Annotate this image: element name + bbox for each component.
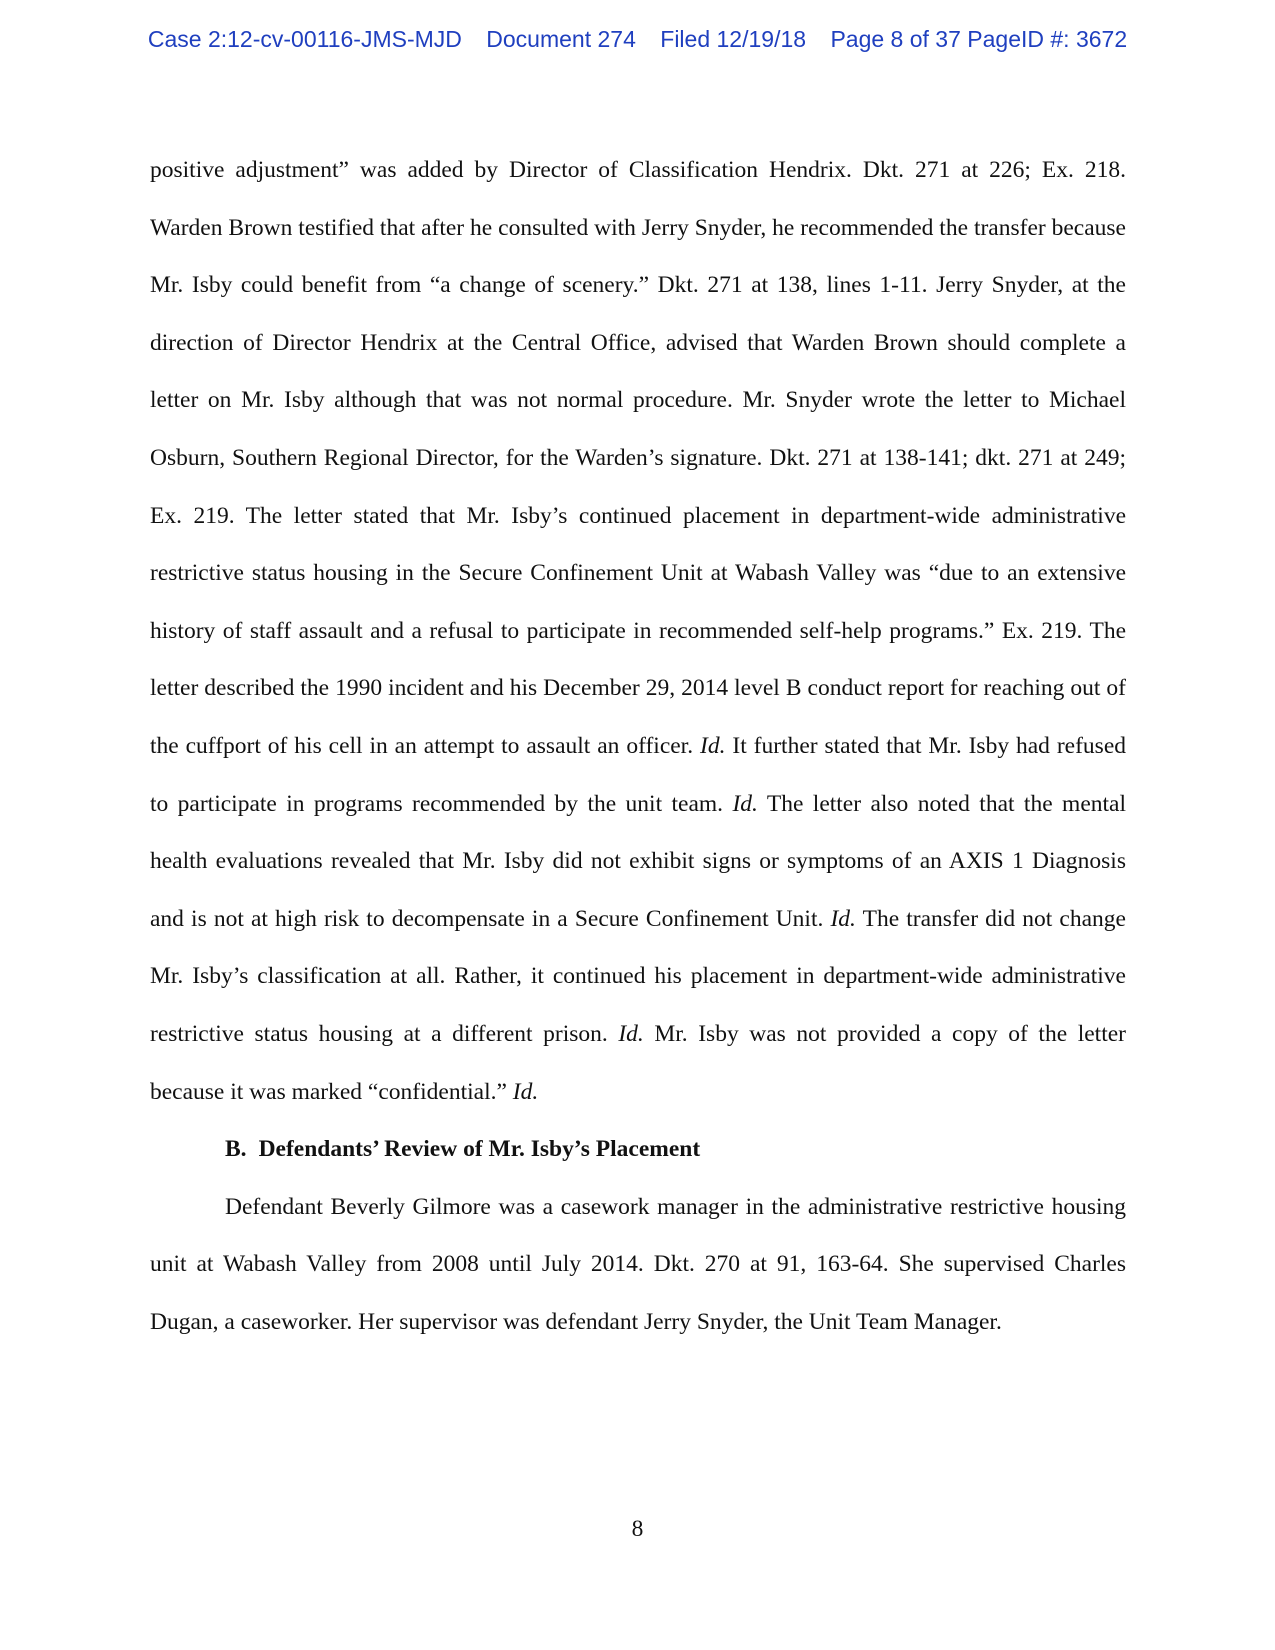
text-segment: It further stated that Mr. Isby had refused to participate in programs recommended by the unit team. [150, 732, 1126, 817]
section-title: Defendants’ Review of Mr. Isby’s Placement [258, 1136, 701, 1163]
filed-date: Filed 12/19/18 [660, 26, 807, 52]
page-number: 8 [631, 1516, 644, 1542]
text-segment: The transfer did not change Mr. Isby’s classification at all. Rather, it continued his placement in department-wide administrative restrictive status housing at a different prison. [150, 905, 1126, 1047]
ecf-filing-header [0, 26, 1275, 53]
section-label: B. [225, 1136, 247, 1163]
paragraph-gilmore: Defendant Beverly Gilmore was a casework manager in the administrative restrictive housing unit at Wabash Valley from 2008 until July 2014. Dkt. 270 at 91, 163-64. She supervised Charles Dugan, a caseworker. Her supervisor was defendant Jerry Snyder, the Unit Team Manager. [150, 1193, 1126, 1335]
page-id: Page 8 of 37 PageID #: 3672 [830, 26, 1128, 52]
citation-id: Id. [512, 1078, 539, 1105]
document-number: Document 274 [486, 26, 636, 52]
document-body [150, 142, 1126, 1351]
citation-id: Id. [732, 790, 758, 817]
text-segment: The letter also noted that the mental health evaluations revealed that Mr. Isby did not exhibit signs or symptoms of an AXIS 1 Diagnosis and is not at high risk to decompensate in a Secure Confinement Unit. [150, 790, 1126, 932]
paragraph-transfer-letter [150, 142, 1126, 1121]
citation-id: Id. [700, 732, 726, 759]
case-number: Case 2:12-cv-00116-JMS-MJD [147, 26, 462, 52]
citation-id: Id. [618, 1020, 644, 1047]
text-segment: positive adjustment” was added by Director of Classification Hendrix. Dkt. 271 at 226; Ex. 218. Warden Brown testified that after he consulted with Jerry Snyder, he recommended the transfer because Mr. Isby could benefit from “a change of scenery.” Dkt. 271 at 138, lines 1-11. Jerry Snyder, at the direction of Director Hendrix at the Central Office, advised that Warden Brown should complete a letter on Mr. Isby although that was not normal procedure. Mr. Snyder wrote the letter to Michael Osburn, Southern Regional Director, for the Warden’s signature. Dkt. 271 at 138-141; dkt. 271 at 249; Ex. 219. The letter stated that Mr. Isby’s continued placement in department-wide administrative restrictive status housing in the Secure Confinement Unit at Wabash Valley was “due to an extensive history of staff assault and a refusal to participate in recommended self-help programs.” Ex. 219. The letter described the 1990 incident and his December 29, 2014 level B conduct report for reaching out of the cuffport of his cell in an attempt to assault an officer. [150, 157, 1126, 759]
citation-id: Id. [830, 905, 856, 932]
text-segment: Mr. Isby was not provided a copy of the letter because it was marked “confidential.” [150, 1020, 1126, 1105]
section-heading [150, 1121, 1126, 1179]
